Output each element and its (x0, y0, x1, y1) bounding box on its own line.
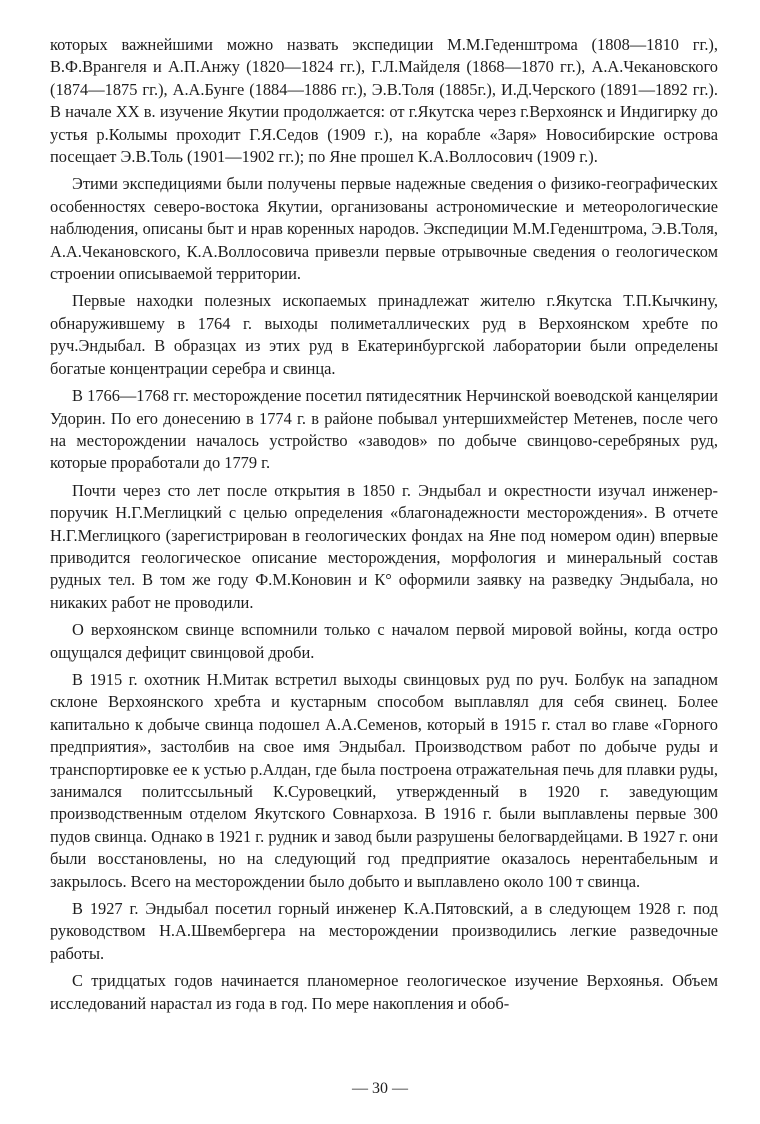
paragraph-4: В 1766—1768 гг. месторождение посетил пятидесятник Нерчинской воеводской канцелярии Удорин. По его донесению в 1774 г. в районе побывал унтершихмейстер Метенев, после чего на месторождении началось устройство «заводов» по добыче свинцово-серебряных руд, которые проработали до 1779 г. (50, 386, 718, 473)
paragraph-1: которых важнейшими можно назвать экспедиции М.М.Геденштрома (1808—1810 гг.), В.Ф.Врангеля и А.П.Анжу (1820—1824 гг.), Г.Л.Майделя (1868—1870 гг.), А.А.Чекановского (1874—1875 гг.), А.А.Бунге (1884—1886 гг.), Э.В.Толя (1885г.), И.Д.Черского (1891—1892 гг.). В начале XX в. изучение Якутии продолжается: от г.Якутска через г.Верхоянск и Индигирку до устья р.Колымы проходит Г.Я.Седов (1909 г.), на корабле «Заря» Новосибирские острова посещает Э.В.Толь (1901—1902 гг.); по Яне прошел К.А.Воллосович (1909 г.). (50, 35, 718, 167)
paragraph-2: Этими экспедициями были получены первые надежные сведения о физико-географических особенностях северо-востока Якутии, организованы астрономические и метеорологические наблюдения, описаны быт и нрав коренных народов. Экспедиции М.М.Геденштрома, Э.В.Толя, А.А.Чекановского, К.А.Воллосовича привезли первые отрывочные сведения о геологическом строении описываемой территории. (50, 174, 718, 284)
paragraph-3: Первые находки полезных ископаемых принадлежат жителю г.Якутска Т.П.Кычкину, обнаружившему в 1764 г. выходы полиметаллических руд в Верхоянском хребте по руч.Эндыбал. В образцах из этих руд в Екатеринбургской лаборатории были определены богатые концентрации серебра и свинца. (50, 291, 718, 378)
paragraph-6: О верхоянском свинце вспомнили только с началом первой мировой войны, когда остро ощущался дефицит свинцовой дроби. (50, 620, 718, 662)
paragraph-8: В 1927 г. Эндыбал посетил горный инженер К.А.Пятовский, а в следующем 1928 г. под руководством Н.А.Швембергера на месторождении производились легкие разведочные работы. (50, 899, 718, 963)
paragraph-5: Почти через сто лет после открытия в 1850 г. Эндыбал и окрестности изучал инженер-поручик Н.Г.Меглицкий с целью определения «благонадежности месторождения». В отчете Н.Г.Меглицкого (зарегистрирован в геологических фондах на Яне под номером один) впервые приводится геологическое описание месторождения, морфология и минеральный состав рудных тел. В том же году Ф.М.Коновин и К° оформили заявку на разведку Эндыбала, но никаких работ не проводили. (50, 480, 718, 612)
paragraph-7: В 1915 г. охотник Н.Митак встретил выходы свинцовых руд по руч. Болбук на западном склоне Верхоянского хребта и кустарным способом выплавлял для себя свинец. Более капитально к добыче свинца подошел А.А.Семенов, который в 1915 г. стал во главе «Горного предприятия», застолбив на свое имя Эндыбал. Производством работ по добыче руды и транспортировке ее к устью р.Алдан, где была построена отражательная печь для плавки руды, занимался политссыльный К.Суровецкий, утвержденный в 1920 г. заведующим производственным отделом Якутского Совнархоза. В 1916 г. были выплавлены первые 300 пудов свинца. Однако в 1921 г. рудник и завод были разрушены белогвардейцами. В 1927 г. они были восстановлены, но на следующий год предприятие оказалось нерентабельным и закрылось. Всего на месторождении было добыто и выплавлено около 100 т свинца. (50, 669, 718, 891)
paragraph-9: С тридцатых годов начинается планомерное геологическое изучение Верхоянья. Объем исследований нарастал из года в год. По мере накопления и обоб- (50, 971, 718, 1013)
page-number: — 30 — (352, 1080, 408, 1097)
page-body (50, 34, 718, 1020)
